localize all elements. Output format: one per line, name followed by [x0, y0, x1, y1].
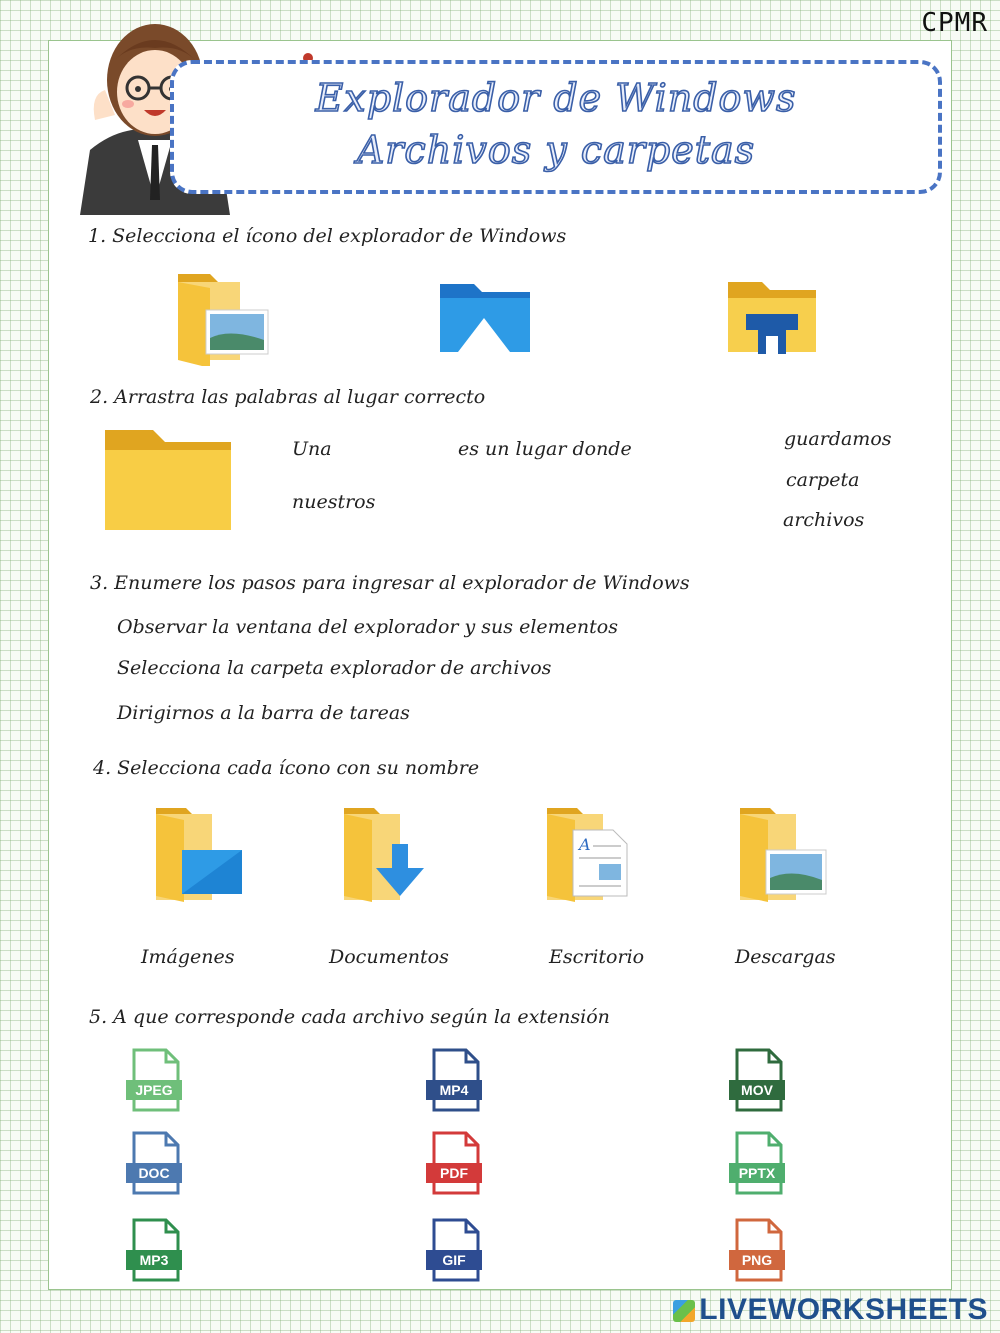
- step-item[interactable]: Observar la ventana del explorador y sus elementos: [117, 616, 618, 638]
- sentence-word-una: Una: [292, 438, 332, 460]
- folder-icon: [103, 428, 233, 532]
- name-label-escritorio[interactable]: Escritorio: [549, 946, 645, 968]
- footer-brand-text: LIVEWORKSHEETS: [699, 1293, 988, 1326]
- name-label-descargas[interactable]: Descargas: [735, 946, 836, 968]
- file-extension-label: GIF: [442, 1252, 466, 1268]
- downloads-folder-icon[interactable]: [340, 806, 434, 902]
- name-label-imagenes[interactable]: Imágenes: [141, 946, 235, 968]
- file-pptx-icon[interactable]: [727, 1131, 789, 1195]
- svg-text:A: A: [579, 835, 591, 854]
- sentence-fragment: es un lugar donde: [458, 438, 632, 460]
- question-2: 2. Arrastra las palabras al lugar correcto: [90, 386, 486, 408]
- name-label-documentos[interactable]: Documentos: [329, 946, 449, 968]
- file-extension-label: MP4: [439, 1082, 469, 1098]
- question-3: 3. Enumere los pasos para ingresar al explorador de Windows: [90, 572, 690, 594]
- file-gif-icon[interactable]: [424, 1218, 486, 1282]
- step-item[interactable]: Dirigirnos a la barra de tareas: [117, 702, 410, 724]
- file-extension-label: DOC: [138, 1165, 170, 1181]
- file-extension-label: JPEG: [135, 1082, 173, 1098]
- title-line-1: Explorador de Windows: [315, 76, 797, 120]
- file-mov-icon[interactable]: [727, 1048, 789, 1112]
- photos-app-icon[interactable]: [438, 278, 532, 356]
- file-doc-icon[interactable]: [124, 1131, 186, 1195]
- question-5: 5. A que corresponde cada archivo según la extensión: [89, 1006, 610, 1028]
- file-extension-label: PNG: [741, 1252, 773, 1268]
- file-explorer-icon[interactable]: [726, 278, 818, 358]
- question-1: 1. Selecciona el ícono del explorador de Windows: [88, 225, 567, 247]
- file-mp4-icon[interactable]: [424, 1048, 486, 1112]
- file-extension-label: MP3: [139, 1252, 169, 1268]
- file-mp3-icon[interactable]: [124, 1218, 186, 1282]
- file-jpeg-icon[interactable]: [124, 1048, 186, 1112]
- sentence-word-nuestros: nuestros: [292, 491, 376, 513]
- draggable-word-guardamos[interactable]: guardamos: [784, 428, 892, 450]
- file-extension-label: PPTX: [738, 1165, 776, 1181]
- file-pdf-icon[interactable]: [424, 1131, 486, 1195]
- file-png-icon[interactable]: [727, 1218, 789, 1282]
- liveworksheets-logo: [673, 1293, 988, 1327]
- draggable-word-archivos[interactable]: archivos: [783, 509, 865, 531]
- file-extension-label: PDF: [440, 1165, 468, 1181]
- question-4: 4. Selecciona cada ícono con su nombre: [93, 757, 480, 779]
- title-frame: [170, 60, 942, 194]
- title-line-2: Archivos y carpetas: [356, 128, 756, 172]
- draggable-word-carpeta[interactable]: carpeta: [786, 469, 860, 491]
- desktop-folder-icon[interactable]: [152, 806, 246, 902]
- pictures-folder-icon[interactable]: [736, 806, 830, 902]
- pictures-folder-icon[interactable]: [170, 268, 275, 366]
- step-item[interactable]: Selecciona la carpeta explorador de archivos: [117, 657, 552, 679]
- file-extension-label: MOV: [741, 1082, 773, 1098]
- author-tag: CPMR: [921, 8, 988, 38]
- documents-folder-icon[interactable]: [543, 806, 637, 902]
- liveworksheets-icon: [673, 1300, 695, 1322]
